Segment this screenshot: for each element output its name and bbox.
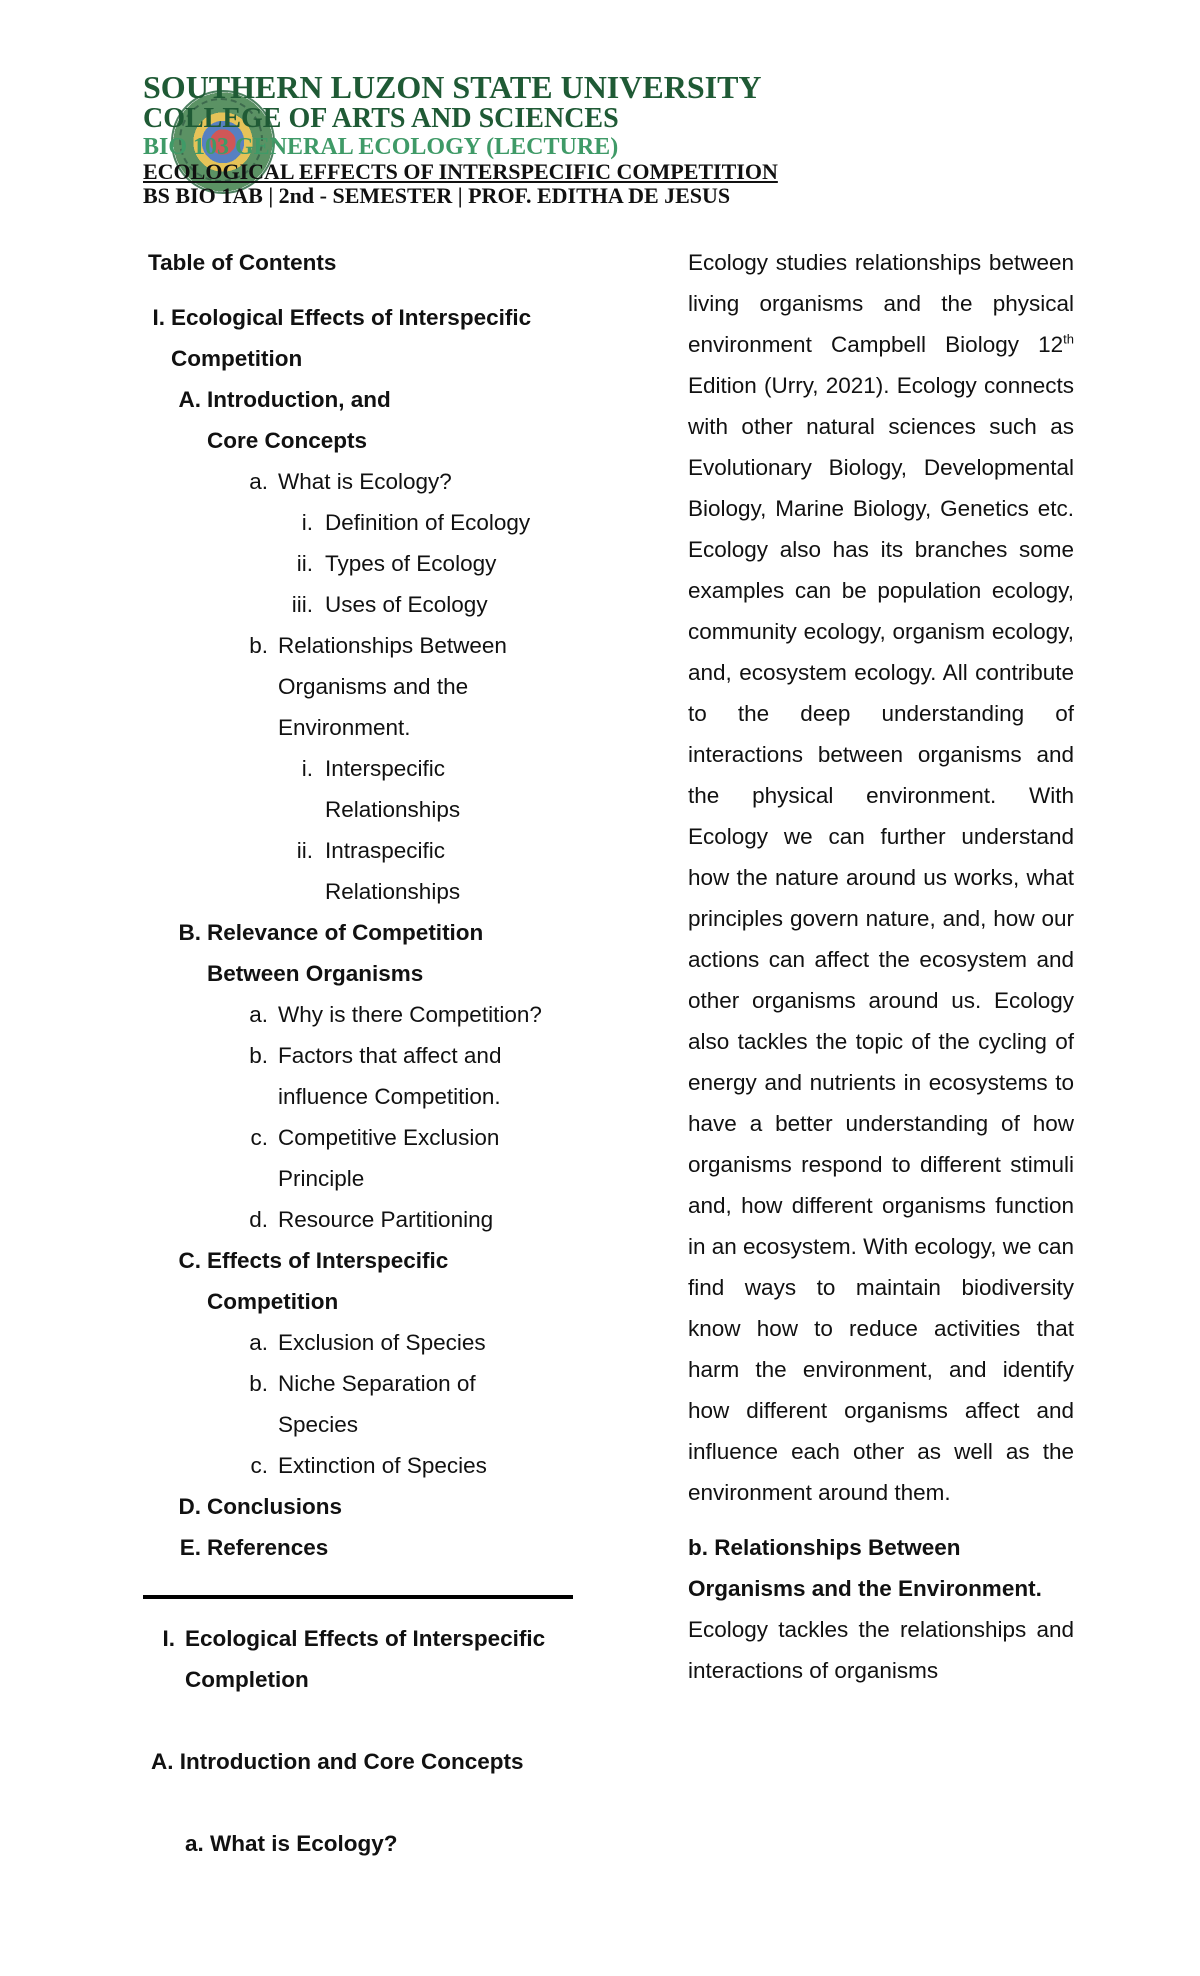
paragraph: Ecology studies relationships between living organisms and the physical environment Campbell Biology 12th Edition (Urry, 2021). Ecology connects with other natural sciences such as Evolutionary Biology, Developmental Biology, Marine Biology, Genetics etc. Ecology also has its branches some examples can be population ecology, community ecology, organism ecology, and, ecosystem ecology. All contribute to the deep understanding of interactions between organisms and the physical environment. With Ecology we can further understand how the nature around us works, what principles govern nature, and, how our actions can affect the ecosystem and other organisms around us. Ecology also tackles the topic of the cycling of energy and nutrients in ecosystems to have a better understanding of how organisms respond to different stimuli and, how different organisms function in an ecosystem. With ecology, we can find ways to maintain biodiversity know how to reduce activities that harm the environment, and identify how different organisms affect and influence each other as well as the environment around them.	[688, 250, 1075, 1505]
table-of-contents	[143, 242, 573, 1568]
toc-item: iii. Uses of Ecology	[291, 592, 488, 617]
section-heading-text: Ecological Effects of Interspecific Completion	[185, 1626, 546, 1692]
toc-item: c. Extinction of Species	[250, 1453, 487, 1478]
toc-item: d. Resource Partitioning	[249, 1207, 494, 1232]
subsubsection-heading: a. What is Ecology?	[185, 1831, 398, 1856]
section-heading	[143, 1618, 573, 1700]
topic-title: ECOLOGICAL EFFECTS OF INTERSPECIFIC COMPETITION	[143, 159, 778, 184]
college-name: COLLEGE OF ARTS AND SCIENCES	[143, 103, 619, 134]
toc-item: c. Competitive Exclusion Principle	[250, 1125, 500, 1191]
course-title: BIO 103 GENERAL ECOLOGY (LECTURE)	[143, 134, 619, 160]
toc-item: i. Definition of Ecology	[301, 510, 531, 535]
toc-item: i. Interspecific Relationships	[301, 756, 461, 822]
toc-item: a. Why is there Competition?	[249, 1002, 542, 1027]
toc-item: I. Ecological Effects of Interspecific Competition	[152, 305, 532, 371]
subsection-heading: A. Introduction and Core Concepts	[151, 1749, 524, 1774]
toc-item: C. Effects of Interspecific Competition	[178, 1248, 449, 1314]
paragraph: Ecology tackles the relationships and interactions of organisms	[688, 1617, 1074, 1683]
toc-item: a. Exclusion of Species	[249, 1330, 486, 1355]
toc-item: B. Relevance of Competition Between Organisms	[178, 920, 484, 986]
body-text-column	[688, 242, 1074, 1691]
toc-item: E. References	[179, 1535, 329, 1560]
toc-item: b. Relationships Between Organisms and the Environment.	[249, 633, 507, 740]
toc-item: ii. Intraspecific Relationships	[296, 838, 461, 904]
section-divider	[143, 1595, 573, 1599]
section-heading-number: I.	[162, 1626, 175, 1651]
toc-item: b. Niche Separation of Species	[249, 1371, 476, 1437]
toc-item: ii. Types of Ecology	[296, 551, 497, 576]
toc-item: D. Conclusions	[178, 1494, 343, 1519]
toc-item: b. Factors that affect and influence Competition.	[249, 1043, 502, 1109]
toc-title: Table of Contents	[148, 250, 337, 275]
document-header	[143, 70, 1103, 208]
section-info: BS BIO 1AB | 2nd - SEMESTER | PROF. EDITHA DE JESUS	[143, 183, 731, 208]
toc-item: a. What is Ecology?	[249, 469, 452, 494]
subheading: b. Relationships Between Organisms and the Environment.	[688, 1535, 1042, 1601]
toc-item: A. Introduction, and Core Concepts	[178, 387, 391, 453]
university-name: SOUTHERN LUZON STATE UNIVERSITY	[143, 69, 762, 105]
